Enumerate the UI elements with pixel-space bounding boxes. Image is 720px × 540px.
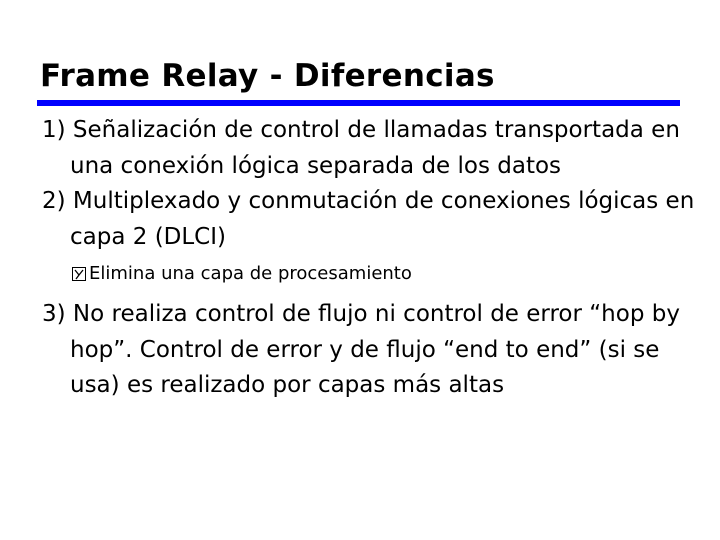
- slide-body: [42, 113, 702, 404]
- slide-title: Frame Relay - Diferencias: [40, 58, 495, 94]
- list-item-2: 2) Multiplexado y conmutación de conexiones lógicas en capa 2 (DLCI): [42, 188, 695, 250]
- sub-item: [72, 261, 702, 287]
- title-underline: [37, 100, 680, 106]
- list-item-3: 3) No realiza control de flujo ni control de error “hop by hop”. Control de error y de flujo “end to end” (si se usa) es realizado por capas más altas: [42, 301, 680, 398]
- sub-item-label: Elimina una capa de procesamiento: [89, 263, 412, 284]
- y-bullet-icon: [72, 267, 86, 281]
- list-item-1: 1) Señalización de control de llamadas transportada en una conexión lógica separada de los datos: [42, 117, 680, 179]
